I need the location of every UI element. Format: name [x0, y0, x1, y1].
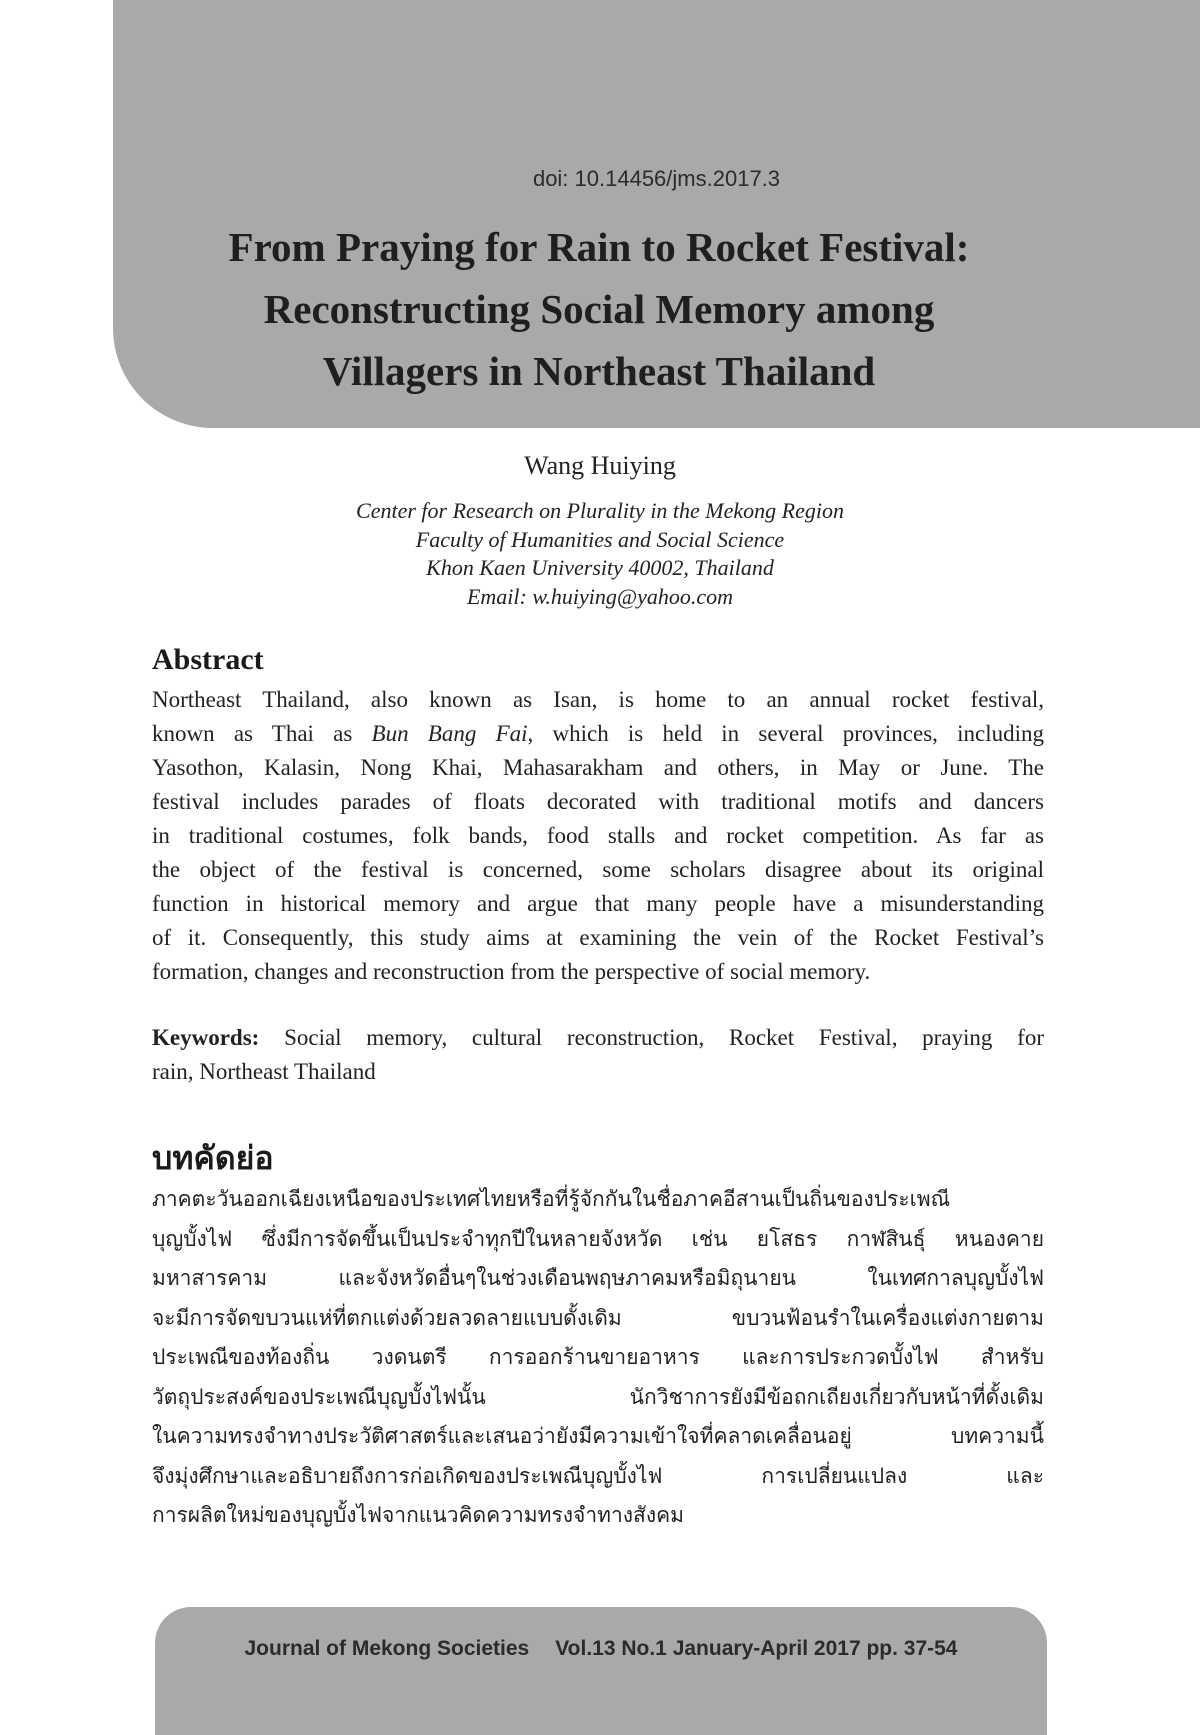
author-name: Wang Huiying [524, 451, 676, 480]
abstract-line: in traditional costumes, folk bands, food stalls and rocket competition. As far as [152, 823, 1044, 848]
paper-title [130, 216, 1068, 402]
author-email: Email: w.huiying@yahoo.com [466, 583, 734, 609]
thai-line: จึงมุ่งศึกษาและอธิบายถึงการก่อเกิดของประเพณีบุญบั้งไฟ การเปลี่ยนแปลง และ [152, 1463, 1044, 1488]
keywords-text: Social memory, cultural reconstruction, Rocket Festival, praying for [259, 1025, 1044, 1050]
author-affiliation [0, 497, 1200, 611]
thai-line: ประเพณีของท้องถิ่น วงดนตรี การออกร้านขายอาหาร และการประกวดบั้งไฟ สำหรับ [152, 1345, 1044, 1369]
journal-footer [155, 1637, 1047, 1661]
abstract-text: , which is held in several provinces, including [527, 721, 1044, 746]
doi-label: doi: 10.14456/jms.2017.3 [532, 166, 781, 191]
keywords [152, 1021, 1044, 1089]
thai-line: บุญบั้งไฟ ซึ่งมีการจัดขึ้นเป็นประจำทุกปีในหลายจังหวัด เช่น ยโสธร กาฬสินธุ์ หนองคาย [152, 1226, 1044, 1251]
abstract-body [152, 683, 1044, 989]
thai-line: ภาคตะวันออกเฉียงเหนือของประเทศไทยหรือที่รู้จักกันในชื่อภาคอีสานเป็นถิ่นของประเพณี [152, 1187, 951, 1211]
journal-issue: Vol.13 No.1 January-April 2017 pp. 37-54 [555, 1637, 958, 1660]
abstract-line [152, 717, 1044, 751]
thai-line: มหาสารคาม และจังหวัดอื่นๆในช่วงเดือนพฤษภาคมหรือมิถุนายน ในเทศกาลบุญบั้งไฟ [152, 1266, 1044, 1290]
abstract-text: known as Thai as [152, 721, 372, 746]
abstract-line: function in historical memory and argue that many people have a misunderstanding [152, 891, 1044, 916]
title-line: Reconstructing Social Memory among [263, 286, 935, 332]
abstract-line: formation, changes and reconstruction from the perspective of social memory. [152, 959, 871, 984]
thai-line: การผลิตใหม่ของบุญบั้งไฟจากแนวคิดความทรงจำทางสังคม [152, 1503, 684, 1527]
abstract-line: festival includes parades of floats decorated with traditional motifs and dancers [152, 789, 1044, 814]
festival-name: Bun Bang Fai [371, 721, 528, 746]
title-line: Villagers in Northeast Thailand [322, 348, 876, 394]
keywords-label: Keywords: [152, 1025, 260, 1050]
abstract-heading: Abstract [152, 643, 264, 676]
abstract-line: Northeast Thailand, also known as Isan, is home to an annual rocket festival, [152, 687, 1044, 712]
thai-abstract-body [152, 1180, 1044, 1536]
abstract-line: the object of the festival is concerned, some scholars disagree about its original [152, 857, 1044, 882]
thai-abstract-heading: บทคัดย่อ [152, 1139, 274, 1177]
thai-line: วัตถุประสงค์ของประเพณีบุญบั้งไฟนั้น นักวิชาการยังมีข้อถกเถียงเกี่ยวกับหน้าที่ดั้งเดิม [152, 1384, 1044, 1409]
abstract-line: of it. Consequently, this study aims at examining the vein of the Rocket Festival’s [152, 925, 1044, 950]
keywords-line: rain, Northeast Thailand [152, 1059, 376, 1084]
abstract-line: Yasothon, Kalasin, Nong Khai, Mahasarakham and others, in May or June. The [152, 755, 1044, 780]
journal-name: Journal of Mekong Societies [244, 1637, 530, 1660]
keywords-line [152, 1021, 1044, 1055]
thai-line: จะมีการจัดขบวนแห่ที่ตกแต่งด้วยลวดลายแบบดั้งเดิม ขบวนฟ้อนรำในเครื่องแต่งกายตาม [152, 1305, 1044, 1330]
affiliation-line: Faculty of Humanities and Social Science [415, 526, 785, 552]
title-line: From Praying for Rain to Rocket Festival: [228, 224, 970, 270]
thai-line: ในความทรงจำทางประวัติศาสตร์และเสนอว่ายังมีความเข้าใจที่คลาดเคลื่อนอยู่ บทความนี้ [152, 1424, 1044, 1448]
affiliation-line: Khon Kaen University 40002, Thailand [426, 555, 774, 580]
footer-band [155, 1607, 1047, 1735]
affiliation-line: Center for Research on Plurality in the Mekong Region [356, 498, 844, 523]
